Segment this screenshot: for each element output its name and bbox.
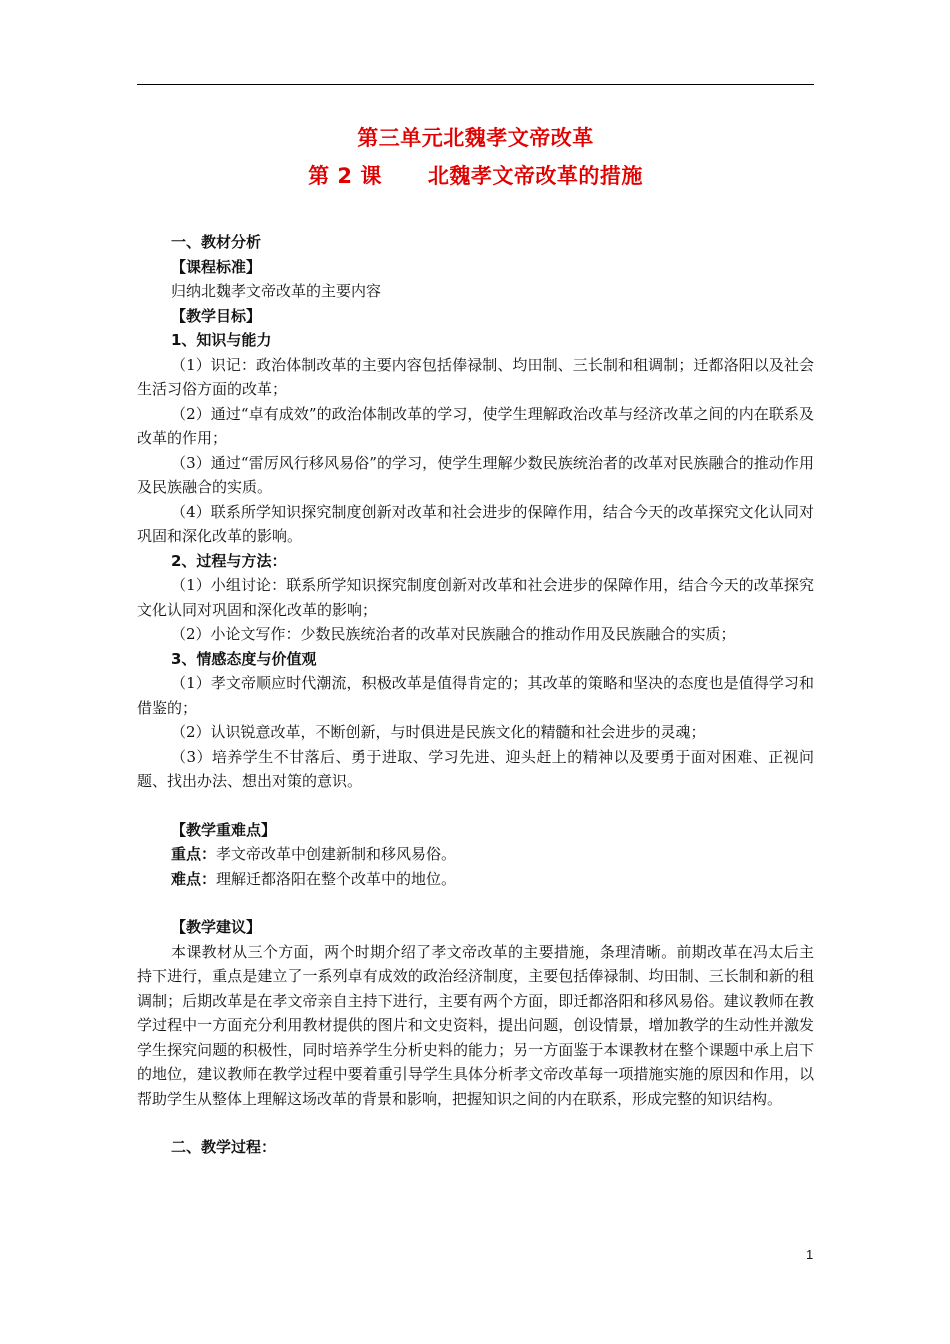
page-number: 1 [806,1247,814,1262]
process-item: （1）小组讨论：联系所学知识探究制度创新对改革和社会进步的保障作用，结合今天的改革探究文化认同对巩固和深化改革的影响； [137,576,814,619]
process-item: （2）小论文写作：少数民族统治者的改革对民族融合的推动作用及民族融合的实质； [171,625,736,643]
knowledge-item: （1）识记：政治体制改革的主要内容包括俸禄制、均田制、三长制和租调制；迁都洛阳以及社会生活习俗方面的改革； [137,355,814,398]
lesson-number: 第 2 课 [308,164,382,188]
goals-heading: 【教学目标】 [171,306,262,325]
difficulty-point [137,867,814,892]
process-heading: 2、过程与方法： [171,551,287,570]
emotion-heading: 3、情感态度与价值观 [171,649,317,668]
section-heading-analysis: 一、教材分析 [171,233,262,251]
difficulty-text: 理解迁都洛阳在整个改革中的地位。 [216,869,457,888]
curriculum-text: 归纳北魏孝文帝改革的主要内容 [171,282,382,300]
curriculum-heading: 【课程标准】 [171,257,262,276]
difficulty-label: 难点： [171,869,217,888]
knowledge-heading: 1、知识与能力 [171,331,272,349]
knowledge-item: （2）通过“卓有成效”的政治体制改革的学习，使学生理解政治改革与经济改革之间的内在联系及改革的作用； [137,404,814,447]
keypoints-heading: 【教学重难点】 [171,820,277,839]
key-label: 重点： [171,845,217,863]
header-rule [137,84,814,85]
emotion-item: （3）培养学生不甘落后、勇于进取、学习先进、迎头赶上的精神以及要勇于面对困难、正视问题、找出办法、想出对策的意识。 [137,747,814,790]
document-body [137,230,814,1160]
lesson-title [137,160,814,190]
unit-title: 第三单元北魏孝文帝改革 [357,126,594,150]
key-text: 孝文帝改革中创建新制和移风易俗。 [216,845,457,863]
suggestion-text: 本课教材从三个方面，两个时期介绍了孝文帝改革的主要措施，条理清晰。前期改革在冯太后主持下进行，重点是建立了一系列卓有成效的政治经济制度，主要包括俸禄制、均田制、三长制和新的租调制；后期改革是在孝文帝亲自主持下进行，主要有两个方面，即迁都洛阳和移风易俗。建议教师在教学过程中一方面充分利用教材提供的图片和文史资料，提出问题，创设情景，增加教学的生动性并激发学生探究问题的积极性，同时培养学生分析史料的能力；另一方面鉴于本课教材在整个课题中承上启下的地位，建议教师在教学过程中要着重引导学生具体分析孝文帝改革每一项措施实施的原因和作用，以帮助学生从整体上理解这场改革的背景和影响，把握知识之间的内在联系，形成完整的知识结构。 [137,942,814,1108]
knowledge-item: （3）通过“雷厉风行移风易俗”的学习，使学生理解少数民族统治者的改革对民族融合的推动作用及民族融合的实质。 [137,453,814,496]
suggestion-heading: 【教学建议】 [171,918,262,936]
emotion-item: （2）认识锐意改革，不断创新，与时俱进是民族文化的精髓和社会进步的灵魂； [171,723,706,741]
key-point [137,842,814,867]
emotion-item: （1）孝文帝顺应时代潮流，积极改革是值得肯定的；其改革的策略和坚决的态度也是值得学习和借鉴的； [137,674,814,717]
section-heading-process: 二、教学过程： [171,1138,277,1156]
knowledge-item: （4）联系所学知识探究制度创新对改革和社会进步的保障作用，结合今天的改革探究文化认同对巩固和深化改革的影响。 [137,502,814,545]
lesson-name: 北魏孝文帝改革的措施 [427,164,643,188]
